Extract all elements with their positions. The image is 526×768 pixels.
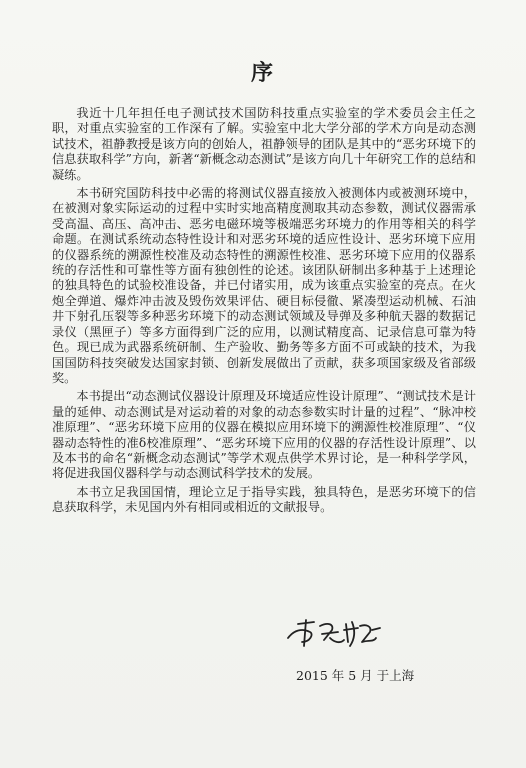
handwritten-signature xyxy=(284,612,404,652)
preface-body xyxy=(52,106,476,519)
date-line: 2015 年 5 月 于上海 xyxy=(296,668,415,683)
paragraph: 本书提出“动态测试仪器设计原理及环境适应性设计原理”、“测试技术是计量的延伸、动态测试是对运动着的对象的动态参数实时计量的过程”、“脉冲校准原理”、“恶劣环境下应用的仪器在模拟应用环境下的溯源性校准原理”、“仪器动态特性的准δ校准原理”、“恶劣环境下应用的仪器的存活性设计原理”、以及本书的命名“新概念动态测试”等学术观点供学术界讨论，是一种科学学风，将促进我国仪器科学与动态测试科学技术的发展。 xyxy=(52,389,476,481)
paragraph: 我近十几年担任电子测试技术国防科技重点实验室的学术委员会主任之职，对重点实验室的工作深有了解。实验室中北大学分部的学术方向是动态测试技术，祖静教授是该方向的创始人，祖静领导的团队是其中的“恶劣环境下的信息获取科学”方向，新著“新概念动态测试”是该方向几十年研究工作的总结和凝练。 xyxy=(52,106,476,182)
page-title: 序 xyxy=(250,60,275,86)
paragraph: 本书研究国防科技中必需的将测试仪器直接放入被测体内或被测环境中，在被测对象实际运动的过程中实时实地高精度测取其动态参数，测试仪器需承受高温、高压、高冲击、恶劣电磁环境等极端恶劣环境力的作用等相关的科学命题。在测试系统动态特性设计和对恶劣环境的适应性设计、恶劣环境下应用的仪器系统的溯源性校准及动态特性的溯源性校准、恶劣环境下应用的仪器系统的存活性和可靠性等方面有独创性的论述。该团队研制出多种基于上述理论的独具特色的试验校准设备，并已付诸实用，成为该重点实验室的亮点。在火炮全弹道、爆炸冲击波及毁伤效果评估、硬目标侵徹、紧凑型运动机械、石油井下射孔压裂等多种恶劣环境下的动态测试领域及导弹及多种航天器的数据记录仪（黑匣子）等多方面得到广泛的应用，以测试精度高、记录信息可靠为特色。现已成为武器系统研制、生产验收、勤务等多方面不可或缺的技术，为我国国防科技突破发达国家封锁、创新发展做出了贡献，获多项国家级及省部级奖。 xyxy=(52,186,476,385)
paragraph: 本书立足我国国情，理论立足于指导实践，独具特色，是恶劣环境下的信息获取科学，未见国内外有相同或相近的文献报导。 xyxy=(52,484,476,515)
